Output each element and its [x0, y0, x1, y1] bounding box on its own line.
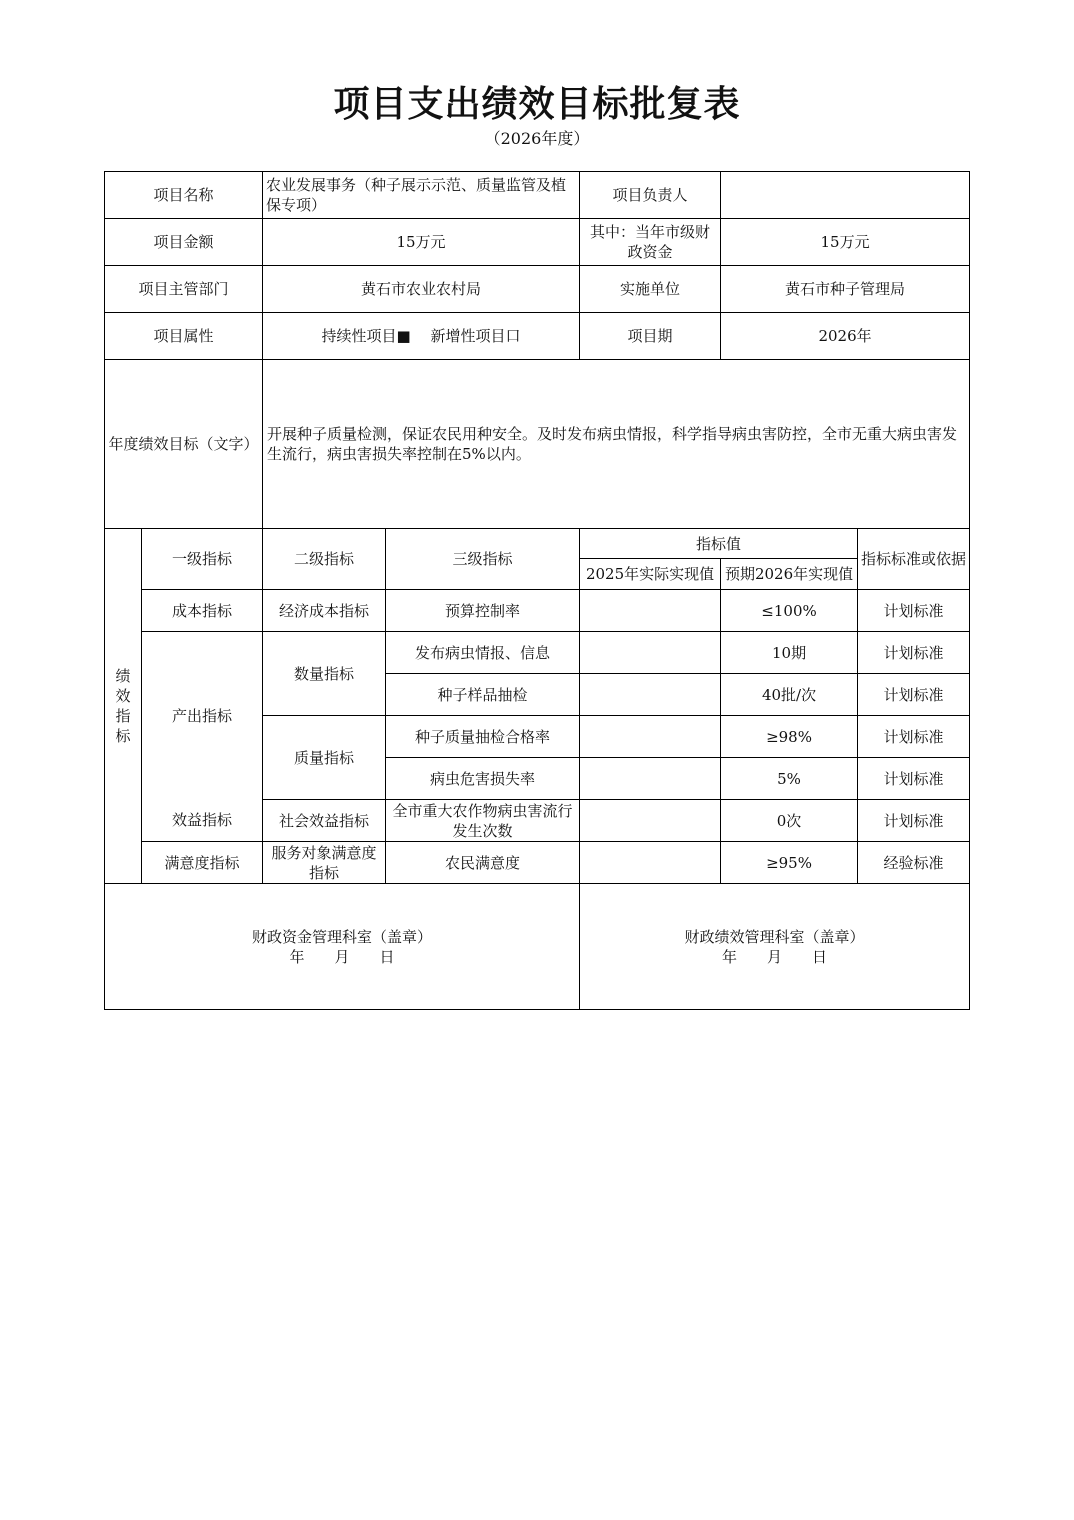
amount-label: 项目金额: [105, 219, 263, 266]
indicator-standard: 计划标准: [858, 590, 970, 632]
indicator-expected: ≤100%: [721, 590, 858, 632]
row-project-name: [105, 172, 970, 219]
signature-right-office: 财政绩效管理科室（盖章）: [684, 927, 865, 946]
group-output: 产出指标: [142, 632, 263, 800]
table-row: [105, 800, 970, 842]
row-goal: [105, 360, 970, 529]
attr-value: 持续性项目■ 新增性项目口: [263, 313, 580, 360]
page-subtitle: （2026年度）: [484, 129, 590, 148]
indicator-expected: ≥98%: [721, 716, 858, 758]
project-name-value: 农业发展事务（种子展示示范、质量监管及植保专项）: [263, 172, 580, 219]
header-level2: 二级指标: [263, 529, 386, 590]
goal-value: 开展种子质量检测，保证农民用种安全。及时发布病虫情报，科学指导病虫害防控，全市无重大病虫害发生流行，病虫害损失率控制在5%以内。: [263, 360, 970, 529]
period-value: 2026年: [721, 313, 970, 360]
signature-left: [105, 884, 580, 1010]
group-cost: 成本指标: [142, 590, 263, 632]
subgroup-econ-cost: 经济成本指标: [263, 590, 386, 632]
indicator-name: 发布病虫情报、信息: [386, 632, 580, 674]
group-benefit: 效益指标: [142, 800, 263, 842]
indicator-standard: 计划标准: [858, 800, 970, 842]
unit-value: 黄石市种子管理局: [721, 266, 970, 313]
signature-right: [580, 884, 970, 1010]
indicator-expected: 5%: [721, 758, 858, 800]
performance-table: [104, 171, 970, 1010]
indicator-name: 种子样品抽检: [386, 674, 580, 716]
indicator-expected: 10期: [721, 632, 858, 674]
table-row: [105, 632, 970, 674]
indicator-actual: [580, 674, 721, 716]
subgroup-quality: 质量指标: [263, 716, 386, 800]
table-row: [105, 842, 970, 884]
signature-left-date: 年 月 日: [289, 947, 395, 966]
indicator-standard: 计划标准: [858, 632, 970, 674]
indicator-name: 农民满意度: [386, 842, 580, 884]
indicator-actual: [580, 590, 721, 632]
dept-value: 黄石市农业农村局: [263, 266, 580, 313]
indicator-standard: 计划标准: [858, 716, 970, 758]
indicator-standard: 计划标准: [858, 758, 970, 800]
subgroup-quantity: 数量指标: [263, 632, 386, 716]
indicator-name: 种子质量抽检合格率: [386, 716, 580, 758]
row-department: [105, 266, 970, 313]
indicator-header-row-1: [105, 529, 970, 559]
indicator-actual: [580, 716, 721, 758]
header-value: 指标值: [580, 529, 858, 559]
subgroup-social: 社会效益指标: [263, 800, 386, 842]
header-standard: 指标标准或依据: [858, 529, 970, 590]
header-level1: 一级指标: [142, 529, 263, 590]
indicator-expected: 40批/次: [721, 674, 858, 716]
signature-right-date: 年 月 日: [722, 947, 828, 966]
attr-label: 项目属性: [105, 313, 263, 360]
owner-value: [721, 172, 970, 219]
dept-label: 项目主管部门: [105, 266, 263, 313]
indicator-name: 全市重大农作物病虫害流行发生次数: [386, 800, 580, 842]
indicator-standard: 计划标准: [858, 674, 970, 716]
indicator-expected: ≥95%: [721, 842, 858, 884]
amount-value: 15万元: [263, 219, 580, 266]
indicator-name: 预算控制率: [386, 590, 580, 632]
indicator-actual: [580, 842, 721, 884]
page-title: 项目支出绩效目标批复表: [333, 83, 741, 125]
subgroup-service: 服务对象满意度指标: [263, 842, 386, 884]
table-row: [105, 590, 970, 632]
header-actual-2025: 2025年实际实现值: [580, 559, 721, 590]
row-amount: [105, 219, 970, 266]
fund-value: 15万元: [721, 219, 970, 266]
row-attribute: [105, 313, 970, 360]
indicators-section-label: [105, 529, 142, 884]
indicator-standard: 经验标准: [858, 842, 970, 884]
indicator-expected: 0次: [721, 800, 858, 842]
header-level3: 三级指标: [386, 529, 580, 590]
signature-left-office: 财政资金管理科室（盖章）: [252, 927, 433, 946]
fund-label: 其中：当年市级财政资金: [580, 219, 721, 266]
signature-row: [105, 884, 970, 1010]
indicator-actual: [580, 758, 721, 800]
period-label: 项目期: [580, 313, 721, 360]
indicators-section-text: 绩效指标: [115, 667, 131, 745]
indicator-name: 病虫危害损失率: [386, 758, 580, 800]
goal-label: 年度绩效目标（文字）: [105, 360, 263, 529]
group-satisfaction: 满意度指标: [142, 842, 263, 884]
unit-label: 实施单位: [580, 266, 721, 313]
indicator-actual: [580, 632, 721, 674]
project-name-label: 项目名称: [105, 172, 263, 219]
indicator-actual: [580, 800, 721, 842]
header-expected-2026: 预期2026年实现值: [721, 559, 858, 590]
owner-label: 项目负责人: [580, 172, 721, 219]
